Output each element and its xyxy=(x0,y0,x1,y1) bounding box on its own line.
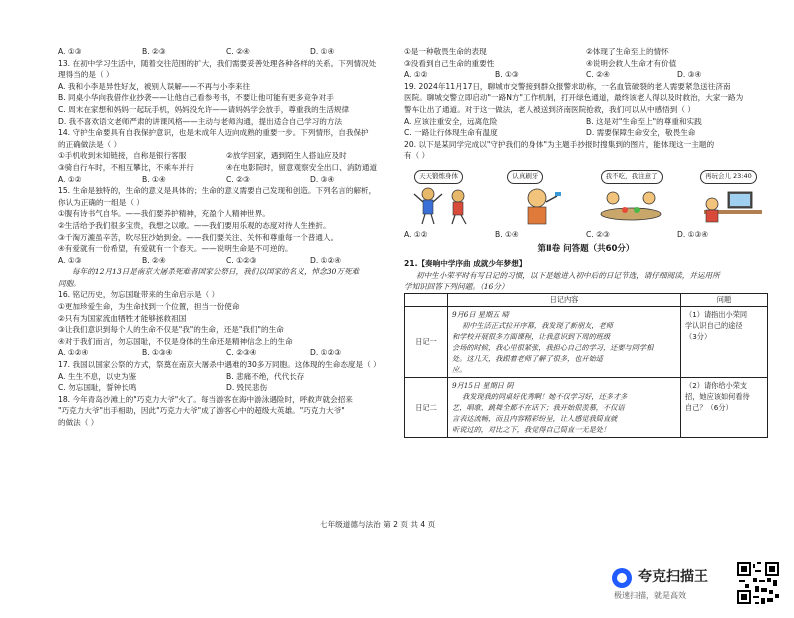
page-footer: 七年级道德与法治 第 2 页 共 4 页 xyxy=(320,520,436,529)
item: ④在电影院时，留意观察安全出口、消防通道 xyxy=(226,162,378,172)
question-line: 自己？（6分） xyxy=(685,402,733,412)
options-row xyxy=(58,382,394,394)
item: ④对于我们而言，勿忘国耻，不仅是身体的生命还是精神信念上的生命 xyxy=(58,336,293,346)
question-intro: 初中生小荣平时有写日记的习惯，以下是她进入初中后的日记节选，请仔细阅读，并运用所 xyxy=(416,270,720,280)
question-stem: 14. 守护生命要具有自我保护意识，也是未成年人迈向成熟的重要一步。下列情形，自我保护 xyxy=(58,128,369,138)
header-cell-blank xyxy=(405,293,448,306)
question-line: （1）请指出小荣同 xyxy=(685,309,748,319)
diary-line: 9月15日 星期日 阴 xyxy=(452,380,514,390)
option: C. 一路让行体现生命有温度 xyxy=(404,128,498,138)
speech-bubble: 我不吃，我注意了 xyxy=(601,170,663,184)
question-cell xyxy=(681,306,768,377)
item: ④有爱就有一份希望，有爱就有一个春天。——说明生命是不可逆的。 xyxy=(58,244,293,254)
cartoon-strip xyxy=(404,164,768,226)
question-15 xyxy=(58,185,394,266)
diary-content xyxy=(448,306,681,377)
option: A. 我和小李是异性好友，被别人误解——不再与小李来往 xyxy=(58,81,251,91)
qr-code-icon xyxy=(737,562,779,604)
diary-line: 处。这几天，我跟着老师了解了很多，也开始适 xyxy=(452,353,603,363)
option: D. ①②③ xyxy=(310,348,342,358)
diary-line: 听说过的，对比之下，我觉得自己简直一无是处！ xyxy=(452,424,611,434)
item: ①更加珍爱生命，为生命找到一个位置，担当一份使命 xyxy=(58,302,240,312)
item-row xyxy=(404,58,768,70)
diary-line: 9月6日 星期五 晴 xyxy=(452,309,509,319)
option: C. ②③ xyxy=(586,229,610,239)
question-18 xyxy=(58,394,394,429)
passage xyxy=(58,266,394,289)
option: B. ①④ xyxy=(495,229,519,239)
diary-line: 我发现我的同桌好优秀啊！她不仅学习好，还多才多 xyxy=(462,391,628,401)
question-13 xyxy=(58,58,394,128)
question-stem: 19. 2024年11月17日，聊城市交警接到群众报警求助称，一名血管破裂的老人需要紧急送往济南 xyxy=(404,81,731,91)
brand-name: 夸克扫描王 xyxy=(638,569,708,585)
question-stem: 的做法（ ） xyxy=(58,418,99,427)
option: B. ②④ xyxy=(142,255,166,265)
option: D. ①③④ xyxy=(677,229,709,239)
question-stem: 医院。聊城交警立即启动"一路N方"工作机制，打开绿色通道，最终该老人得以及时救治，大家一路为 xyxy=(404,93,744,103)
question-stem: 警车让出了通道。对于这一做法，老人被送到济南医院抢救，我们可以从中感悟到（ ） xyxy=(404,104,695,114)
question-stem: 20. 以下是某同学完成以"守护我们的身体"为主题手抄报时搜集到的图片，能体现这一主题的 xyxy=(404,139,715,149)
item: ②只有为国家流血牺牲才能够拯救祖国 xyxy=(58,313,187,323)
speech-bubble: 再玩会儿 23:40 xyxy=(700,170,757,184)
left-column xyxy=(58,46,394,429)
option: C. ①②③ xyxy=(226,255,257,265)
right-column xyxy=(404,46,768,438)
question-stem: 的正确做法是（ ） xyxy=(58,139,122,149)
diary-line: 初中生活正式拉开序幕，我发现了新朋友，老师 xyxy=(462,320,613,330)
question-line: 招，她应该如何看待 xyxy=(685,391,750,401)
speech-bubble: 认真刷牙 xyxy=(507,170,543,184)
item-row xyxy=(404,46,768,58)
question-stem: "巧克力大爷"出手相助，因此"巧克力大爷"成了游客心中的超级大英雄。"巧克力大爷" xyxy=(58,406,345,416)
options-row xyxy=(58,255,394,267)
options-row xyxy=(58,347,394,359)
options-row xyxy=(404,116,768,128)
item: ③千淘万漉虽辛苦，吹尽狂沙始到金。——我们要关注、关怀和尊重每一个普通人。 xyxy=(58,232,339,242)
option: D. ③④ xyxy=(310,174,335,184)
diary-line: 言表达流畅，而且内容精彩纷呈，让人感觉我简直就 xyxy=(452,413,618,423)
item: ②放学回家，遇到陌生人搭讪应及时 xyxy=(226,151,347,161)
option: D. 需要保障生命安全，敬畏生命 xyxy=(586,128,696,138)
passage-line: 同胞。 xyxy=(58,278,81,288)
item: ③没看到自己生命的重要性 xyxy=(404,58,495,68)
question-stem: 你认为正确的一组是（ ） xyxy=(58,197,144,207)
question-14 xyxy=(58,127,394,185)
option: C. ②③ xyxy=(226,174,250,184)
option: B. ①③④ xyxy=(142,348,173,358)
options-row xyxy=(58,174,394,186)
option: A. ①② xyxy=(404,70,428,80)
prev-options xyxy=(58,46,394,58)
option: D. 毁民悲伤 xyxy=(226,383,268,393)
speech-bubble: 天天锻炼身体 xyxy=(414,170,463,184)
options-row xyxy=(404,69,768,81)
question-line: （2）请你给小荣支 xyxy=(685,380,748,390)
question-line: （3分） xyxy=(685,331,712,341)
option: D. ①②④ xyxy=(310,255,342,265)
row-label: 日记一 xyxy=(405,306,448,377)
question-stem: 17. 我国以国家公祭的方式，祭奠在南京大屠杀中遇难的30多万同胞。这体现的生命态度是（ ） xyxy=(58,360,381,370)
question-stem: 13. 在初中学习生活中，随着交往范围的扩大，我们需要妥善处理各种各样的关系。下列情况处 xyxy=(58,58,377,68)
option: B. 这是对"生命至上"的尊重和实践 xyxy=(586,116,702,126)
row-label: 日记二 xyxy=(405,377,448,437)
question-stem: 理得当的是（ ） xyxy=(58,70,114,80)
question-19 xyxy=(404,81,768,139)
option: D. 我不喜欢语文老师严肃的讲课风格——主动与老师沟通，提出适合自己学习的方法 xyxy=(58,116,343,126)
option: A. ①② xyxy=(58,174,82,184)
question-line: 学认识自己的途径 xyxy=(685,320,743,330)
option: A. 生生不息，以史为鉴 xyxy=(58,371,137,381)
item: ①腹有诗书气自华。——我们要养护精神，充盈个人精神世界。 xyxy=(58,209,270,219)
table-row xyxy=(405,306,768,377)
option: D. ③④ xyxy=(677,70,702,80)
option: C. ②④ xyxy=(586,70,610,80)
option: C. ②④ xyxy=(226,47,250,56)
diary-line: 和学校开展很多方面课程，让我意识到下周的班级 xyxy=(452,331,611,341)
option: A. ①②④ xyxy=(58,348,89,358)
option: A. ①② xyxy=(404,229,428,239)
cartoon-eating xyxy=(591,170,675,226)
options-row xyxy=(404,229,768,241)
options-row xyxy=(58,371,394,383)
option: A. ①③ xyxy=(58,47,82,56)
option: A. 应该注重安全，远离危险 xyxy=(404,116,498,126)
option: C. 勿忘国耻，誓钟长鸣 xyxy=(58,383,137,393)
diary-table xyxy=(404,293,768,438)
cartoon-brushing xyxy=(497,170,581,226)
table-header-row xyxy=(405,293,768,306)
question-cell xyxy=(681,377,768,437)
option: B. 同桌小华向我借作业抄袭——让他自己看参考书，不要让他可能有更多竞争对手 xyxy=(58,93,334,103)
table-row xyxy=(405,377,768,437)
diary-line: 应。 xyxy=(452,364,467,374)
options-row xyxy=(404,127,768,139)
item-row xyxy=(58,162,394,174)
option: C. ②③④ xyxy=(226,348,257,358)
brand-slogan: 极速扫描，就是高效 xyxy=(614,591,686,600)
question-17 xyxy=(58,359,394,394)
item: ③让我们意识到每个人的生命不仅是"我"的生命，还是"我们"的生命 xyxy=(58,325,284,335)
scanner-watermark xyxy=(612,562,732,606)
item-row xyxy=(58,150,394,162)
question-20 xyxy=(404,139,768,241)
cartoon-exercise xyxy=(404,170,488,226)
item: ②体现了生命至上的情怀 xyxy=(586,47,669,56)
question-stem: 15. 生命是独特的，生命的意义是具体的；生命的意义需要自己发现和创造。下列名言的解析， xyxy=(58,186,377,196)
option: A. ①③ xyxy=(58,255,82,265)
option: B. ①④ xyxy=(142,174,166,184)
option: B. 悲痛不绝，代代长存 xyxy=(226,371,305,381)
option: D. ①④ xyxy=(310,47,335,56)
question-stem: 18. 今年青岛沙滩上的"巧克力大爷"火了。每当游客在海中游泳遇险时，呼救声就会招来 xyxy=(58,394,353,404)
question-intro: 学知识回答下列问题。（16分） xyxy=(404,282,509,292)
item: ④说明会救人生命才有价值 xyxy=(586,58,677,68)
question-21 xyxy=(404,258,768,438)
scanner-logo-icon xyxy=(612,568,632,588)
option: B. ②③ xyxy=(142,47,166,56)
item: ②生活给予我们很多宝贵，我想之以歌。——我们要用乐观的态度对待人生挫折。 xyxy=(58,220,331,230)
question-16 xyxy=(58,289,394,359)
item: ①是一种敬畏生命的表现 xyxy=(404,47,487,56)
diary-content xyxy=(448,377,681,437)
diary-line: 会场的时候，我心里很紧张，我担心自己的学习，还要与同学相 xyxy=(452,342,654,352)
option: C. 周末在家想和妈妈一起玩手机，妈妈没允许——请妈妈学会放手，尊重我的生活规律 xyxy=(58,104,350,114)
question-title: 21.【奏响中学序曲 成就少年梦想】 xyxy=(404,259,527,269)
diary-line: 艺，唱歌、跳舞全都不在话下；我开始很羡慕，不仅语 xyxy=(452,402,625,412)
item: ③骑自行车时，不相互攀比，不乘车并行 xyxy=(58,162,194,172)
passage-line: 每年的12月13日是南京大屠杀死难者国家公祭日，我们以国家的名义，悼念30万死难 xyxy=(72,267,360,277)
part-two-title: 第Ⅱ卷 问答题（共60分） xyxy=(537,243,635,254)
option: B. ①③ xyxy=(495,70,519,80)
header-cell: 日记内容 xyxy=(448,293,681,306)
header-cell: 问题 xyxy=(681,293,768,306)
question-stem: 16. 铭记历史，勿忘国耻带来的生命启示是（ ） xyxy=(58,290,220,300)
item: ①手机收到未知链接，自称是银行客服 xyxy=(58,151,187,161)
question-stem: 有（ ） xyxy=(404,151,430,161)
cartoon-late-night xyxy=(684,170,768,226)
